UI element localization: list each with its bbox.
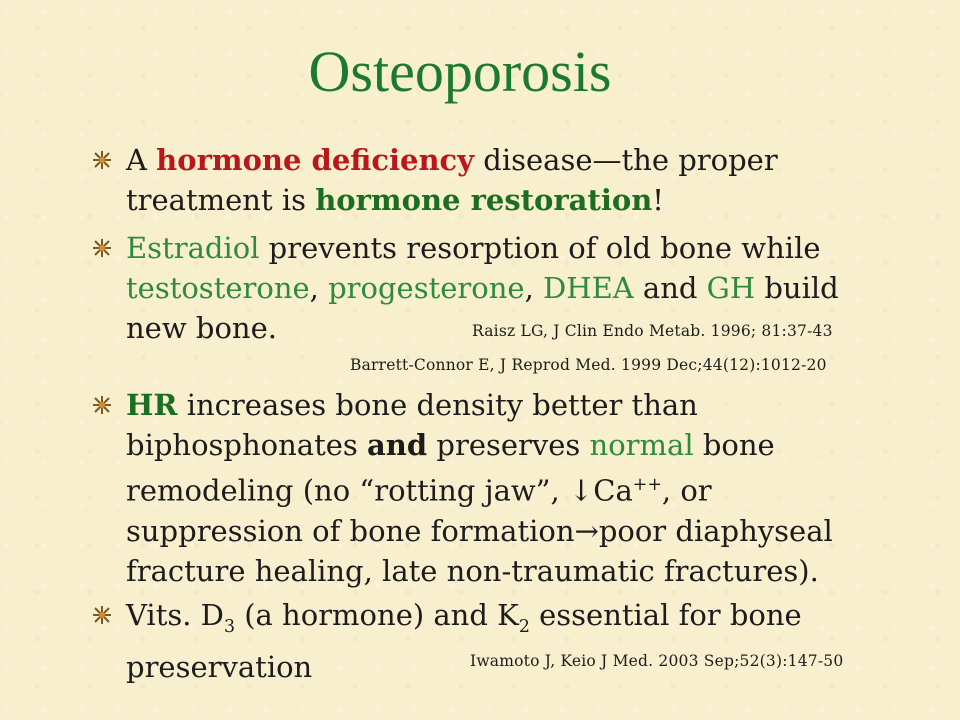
text-highlight: hormone restoration	[315, 183, 653, 217]
text-highlight: normal	[589, 428, 694, 462]
subscript: 2	[518, 616, 530, 637]
text-bold: and	[367, 428, 428, 462]
text: ,	[309, 271, 329, 305]
text: poor diaphyseal	[598, 513, 833, 548]
down-arrow-icon: ↓	[568, 473, 594, 508]
text: !	[652, 183, 664, 217]
text: increases bone density better than	[177, 388, 698, 422]
citation: Barrett-Connor E, J Reprod Med. 1999 Dec;44(12):1012-20	[350, 356, 827, 374]
sparkle-bullet-icon	[92, 395, 112, 415]
text-highlight: DHEA	[543, 271, 634, 305]
text: disease—the proper	[474, 143, 778, 177]
text: biphosphonates	[126, 428, 368, 462]
text: prevents resorption of old bone while	[259, 231, 821, 265]
superscript: ++	[632, 475, 662, 495]
text: essential for bone	[529, 598, 802, 632]
text: bone	[693, 428, 775, 462]
text: , or	[661, 473, 712, 508]
citation: Iwamoto J, Keio J Med. 2003 Sep;52(3):147-50	[470, 652, 844, 670]
text: (a hormone) and K	[235, 598, 519, 632]
sparkle-bullet-icon	[92, 605, 112, 625]
text: preservation	[126, 649, 313, 684]
text-highlight: testosterone	[126, 271, 310, 305]
text: treatment is	[126, 183, 316, 217]
text: A	[126, 143, 157, 177]
text: Vits. D	[126, 598, 224, 632]
text: new bone.	[126, 311, 277, 345]
slide-title: Osteoporosis	[308, 39, 612, 104]
text: suppression of bone formation	[126, 513, 575, 548]
text-highlight: HR	[126, 388, 178, 422]
text-highlight: GH	[706, 271, 756, 305]
text: Ca	[593, 473, 633, 508]
text: build	[755, 271, 839, 305]
text-highlight: Estradiol	[126, 231, 260, 265]
text: fracture healing, late non-traumatic fractures).	[126, 553, 819, 588]
citation: Raisz LG, J Clin Endo Metab. 1996; 81:37-43	[472, 322, 833, 340]
subscript: 3	[223, 616, 236, 637]
text: ,	[524, 271, 544, 305]
text: remodeling (no “rotting jaw”,	[126, 473, 569, 508]
text-highlight: hormone deficiency	[156, 143, 475, 177]
sparkle-bullet-icon	[92, 238, 112, 258]
sparkle-bullet-icon	[92, 150, 112, 170]
text: and	[633, 271, 707, 305]
text-highlight: progesterone	[328, 271, 525, 305]
right-arrow-icon: →	[574, 513, 599, 548]
text: preserves	[427, 428, 590, 462]
